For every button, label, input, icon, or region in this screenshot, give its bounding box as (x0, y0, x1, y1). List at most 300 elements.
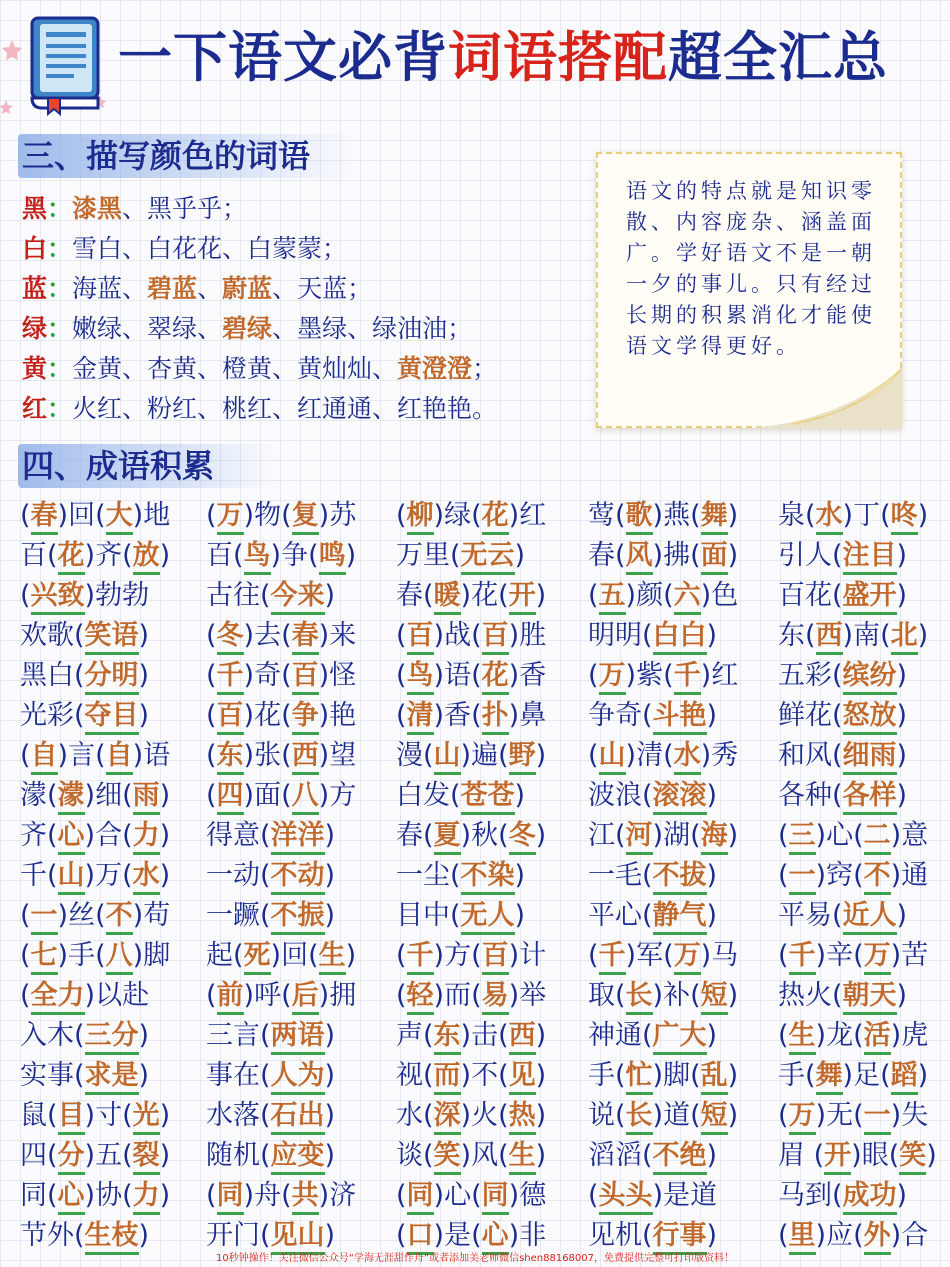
idiom-answer: 笑 (434, 1140, 461, 1175)
paren-close: ) (535, 740, 547, 771)
paren-open: ( (206, 660, 217, 691)
idiom-answer: 短 (701, 1100, 728, 1135)
idiom-text: 万 (95, 860, 123, 891)
idiom-text: 花 (471, 580, 499, 611)
idiom-text: 平易 (778, 900, 832, 931)
idiom-item (778, 1176, 907, 1216)
idiom-answer: 蹈 (891, 1060, 918, 1095)
idiom-answer: 百 (292, 660, 319, 695)
idiom-answer: 热 (509, 1100, 536, 1135)
idiom-item (778, 776, 907, 816)
idiom-text: 秀 (711, 740, 739, 771)
idiom-answer: 万 (674, 940, 701, 975)
idiom-text: 光彩 (20, 700, 74, 731)
paren-close: ) (159, 780, 171, 811)
color-label: 黑 (22, 194, 48, 223)
paren-open: ( (122, 1100, 133, 1131)
idiom-item (778, 496, 928, 536)
idiom-item (778, 1136, 937, 1176)
idiom-text: 百花 (778, 580, 832, 611)
paren-open: ( (122, 820, 133, 851)
paren-close: ) (138, 700, 150, 731)
idiom-item (20, 816, 170, 856)
color-word-highlight: 漆黑 (72, 194, 123, 223)
paren-open: ( (642, 1140, 653, 1171)
paren-close: ) (890, 860, 902, 891)
idiom-answer: 怒放 (843, 700, 897, 735)
idiom-item (588, 1176, 717, 1216)
idiom-answer: 短 (701, 980, 728, 1015)
idiom-answer: 口 (407, 1220, 434, 1255)
idiom-answer: 鸟 (407, 660, 434, 695)
paren-open: ( (20, 980, 31, 1011)
idiom-text: 热火 (778, 980, 832, 1011)
idiom-answer: 见 (509, 1060, 536, 1095)
paren-close: ) (535, 1140, 547, 1171)
paren-open: ( (206, 780, 217, 811)
idiom-item (20, 1056, 149, 1096)
idiom-item (396, 856, 525, 896)
paren-close: ) (508, 980, 520, 1011)
section-heading-idioms (18, 444, 278, 488)
idiom-text: 滔滔 (588, 1140, 642, 1171)
idiom-item (20, 736, 170, 776)
paren-close: ) (896, 700, 908, 731)
idiom-item (206, 1096, 335, 1136)
idiom-answer: 千 (789, 940, 816, 975)
paren-open: ( (471, 1220, 482, 1251)
idiom-text: 手 (778, 1060, 805, 1091)
idiom-answer: 东 (217, 740, 244, 775)
paren-close: ) (460, 820, 472, 851)
idiom-answer: 自 (31, 740, 58, 775)
paren-close: ) (318, 700, 330, 731)
paren-close: ) (652, 980, 664, 1011)
idiom-answer: 一 (864, 1100, 891, 1135)
book-icon (22, 14, 104, 116)
paren-close: ) (324, 1220, 336, 1251)
idiom-text: 手 (588, 1060, 615, 1091)
paren-open: ( (690, 1060, 701, 1091)
paren-close: ) (159, 1100, 171, 1131)
paren-close: ) (159, 820, 171, 851)
paren-close: ) (132, 940, 144, 971)
paren-open: ( (206, 980, 217, 1011)
paren-open: ( (423, 580, 434, 611)
paren-open: ( (853, 940, 864, 971)
paren-open: ( (47, 780, 58, 811)
idiom-item (778, 1096, 928, 1136)
section-heading-idioms-text: 四、成语积累 (22, 447, 215, 485)
idiom-item (588, 1016, 717, 1056)
color-line (22, 229, 347, 269)
idiom-answer: 鸣 (319, 540, 346, 575)
paren-close: ) (896, 900, 908, 931)
paren-close: ) (433, 940, 445, 971)
idiom-text: 得意 (206, 820, 260, 851)
paren-open: ( (281, 780, 292, 811)
paren-open: ( (588, 660, 599, 691)
idiom-text: 说 (588, 1100, 615, 1131)
paren-open: ( (471, 500, 482, 531)
paren-open: ( (423, 1140, 434, 1171)
idiom-text: 齐 (95, 540, 123, 571)
paren-open: ( (778, 820, 789, 851)
paren-close: ) (243, 740, 255, 771)
paren-open: ( (498, 1020, 509, 1051)
paren-open: ( (813, 1140, 825, 1171)
idiom-answer: 头头 (599, 1180, 653, 1215)
idiom-text: 平心 (588, 900, 642, 931)
idiom-text: 寸 (95, 1100, 123, 1131)
paren-close: ) (514, 860, 526, 891)
idiom-answer: 山 (434, 740, 461, 775)
idiom-text: 起 (206, 940, 233, 971)
paren-open: ( (498, 1100, 509, 1131)
idiom-item (588, 736, 738, 776)
paren-open: ( (778, 1220, 789, 1251)
paren-close: ) (842, 500, 854, 531)
paren-close: ) (57, 940, 69, 971)
paren-close: ) (890, 1020, 902, 1051)
paren-close: ) (324, 1100, 336, 1131)
paren-open: ( (615, 1060, 626, 1091)
idiom-answer: 行事 (653, 1220, 707, 1255)
idiom-item (778, 696, 907, 736)
paren-close: ) (706, 780, 718, 811)
paren-open: ( (853, 1020, 864, 1051)
color-word-text: 金黄、杏黄、橙黄、黄灿灿、 (72, 354, 398, 383)
color-label: 绿 (22, 314, 48, 343)
paren-open: ( (95, 940, 106, 971)
idiom-answer: 冬 (217, 620, 244, 655)
paren-close: ) (132, 900, 144, 931)
idiom-answer: 万 (789, 1100, 816, 1135)
tip-note (596, 152, 902, 428)
paren-close: ) (842, 1060, 854, 1091)
idiom-item (778, 616, 928, 656)
idiom-answer: 西 (509, 1020, 536, 1055)
idiom-text: 争奇 (588, 700, 642, 731)
idiom-answer: 洋洋 (271, 820, 325, 855)
idiom-text: 百 (206, 540, 233, 571)
idiom-text: 实事 (20, 1060, 74, 1091)
idiom-text: 地 (143, 500, 171, 531)
paren-open: ( (47, 540, 58, 571)
paren-close: ) (243, 1180, 255, 1211)
paren-open: ( (471, 980, 482, 1011)
idiom-text: 细 (95, 780, 123, 811)
paren-open: ( (20, 500, 31, 531)
idiom-answer: 二 (864, 820, 891, 855)
idiom-item (206, 976, 356, 1016)
idiom-text: 合 (901, 1220, 929, 1251)
idiom-item (396, 1056, 546, 1096)
paren-open: ( (642, 900, 653, 931)
idiom-item (206, 896, 335, 936)
idiom-text: 苦 (901, 940, 929, 971)
paren-close: ) (433, 1180, 445, 1211)
idiom-item (588, 536, 738, 576)
idiom-answer: 万 (217, 500, 244, 535)
idiom-item (20, 1016, 149, 1056)
paren-close: ) (842, 620, 854, 651)
paren-open: ( (498, 1060, 509, 1091)
idiom-item (396, 1216, 546, 1256)
idiom-answer: 分 (58, 1140, 85, 1175)
idiom-answer: 广大 (653, 1020, 707, 1055)
idiom-item (206, 1136, 335, 1176)
paren-open: ( (615, 500, 626, 531)
paren-close: ) (917, 500, 929, 531)
idiom-answer: 一 (31, 900, 58, 935)
paren-close: ) (138, 1220, 150, 1251)
color-word-text: 、天蓝； (272, 274, 373, 303)
paren-close: ) (318, 500, 330, 531)
paren-close: ) (159, 540, 171, 571)
paren-open: ( (498, 820, 509, 851)
color-label: 黄 (22, 354, 48, 383)
idiom-item (396, 1016, 546, 1056)
idiom-text: 应 (826, 1220, 854, 1251)
paren-close: ) (652, 1060, 664, 1091)
idiom-answer: 大 (106, 500, 133, 535)
idiom-text: 非 (519, 1220, 547, 1251)
idiom-answer: 不振 (271, 900, 325, 935)
paren-close: ) (625, 660, 637, 691)
idiom-text: 足 (853, 1060, 881, 1091)
idiom-answer: 心 (482, 1220, 509, 1255)
idiom-answer: 不 (864, 860, 891, 895)
paren-open: ( (690, 500, 701, 531)
idiom-text: 鼠 (20, 1100, 47, 1131)
idiom-answer: 求是 (85, 1060, 139, 1095)
idiom-answer: 近人 (843, 900, 897, 935)
paren-close: ) (57, 740, 69, 771)
idiom-text: 秋 (471, 820, 499, 851)
idiom-item (396, 776, 525, 816)
idiom-text: 香 (519, 660, 547, 691)
paren-open: ( (805, 620, 816, 651)
idiom-answer: 同 (482, 1180, 509, 1215)
paren-close: ) (324, 1020, 336, 1051)
idiom-item (778, 1056, 928, 1096)
paren-close: ) (706, 700, 718, 731)
paren-close: ) (270, 940, 282, 971)
idiom-answer: 花 (482, 500, 509, 535)
paren-open: ( (690, 1100, 701, 1131)
idiom-text: 胜 (519, 620, 547, 651)
idiom-item (396, 536, 525, 576)
idiom-item (206, 696, 356, 736)
idiom-answer: 而 (434, 1060, 461, 1095)
idiom-item (20, 1176, 170, 1216)
paren-close: ) (815, 1220, 827, 1251)
idiom-item (206, 1016, 335, 1056)
paren-open: ( (888, 1140, 900, 1171)
idiom-text: 开门 (206, 1220, 260, 1251)
idiom-item (396, 1096, 546, 1136)
idiom-answer: 百 (482, 620, 509, 655)
idiom-text: 齐 (20, 820, 47, 851)
title-part1: 一下语文必背 (118, 26, 448, 89)
idiom-answer: 舞 (816, 1060, 843, 1095)
color-line (22, 349, 497, 389)
idiom-item (206, 536, 356, 576)
idiom-answer: 乱 (701, 1060, 728, 1095)
idiom-text: 香 (444, 700, 472, 731)
paren-close: ) (706, 1020, 718, 1051)
paren-open: ( (471, 940, 482, 971)
idiom-answer: 水 (816, 500, 843, 535)
paren-open: ( (450, 780, 461, 811)
idiom-answer: 百 (407, 620, 434, 655)
idiom-answer: 石出 (271, 1100, 325, 1135)
idiom-text: 眉 (778, 1140, 814, 1171)
paren-close: ) (324, 820, 336, 851)
paren-close: ) (318, 980, 330, 1011)
color-colon: ： (47, 394, 73, 423)
paren-open: ( (308, 540, 319, 571)
paren-close: ) (138, 620, 150, 651)
color-colon: ： (47, 354, 73, 383)
idiom-item (778, 896, 907, 936)
paren-open: ( (281, 1180, 292, 1211)
idiom-answer: 万 (864, 940, 891, 975)
paren-open: ( (423, 820, 434, 851)
idiom-answer: 光 (133, 1100, 160, 1135)
paren-open: ( (396, 700, 407, 731)
paren-open: ( (233, 940, 244, 971)
idiom-answer: 兴致 (31, 580, 85, 615)
paren-open: ( (832, 700, 843, 731)
paren-close: ) (815, 1020, 827, 1051)
paren-close: ) (625, 580, 637, 611)
idiom-item (20, 1136, 170, 1176)
paren-open: ( (471, 620, 482, 651)
idiom-answer: 风 (626, 540, 653, 575)
idiom-answer: 开 (509, 580, 536, 615)
paren-open: ( (74, 700, 85, 731)
paren-close: ) (508, 660, 520, 691)
paren-open: ( (642, 780, 653, 811)
paren-open: ( (74, 660, 85, 691)
paren-close: ) (652, 1100, 664, 1131)
idiom-item (206, 616, 356, 656)
idiom-answer: 放 (133, 540, 160, 575)
idiom-item (396, 616, 546, 656)
idiom-text: 艳 (329, 700, 357, 731)
paren-close: ) (652, 540, 664, 571)
idiom-answer: 全力 (31, 980, 85, 1015)
idiom-answer: 分明 (85, 660, 139, 695)
idiom-item (778, 856, 928, 896)
idiom-answer: 水 (674, 740, 701, 775)
idiom-text: 脚 (143, 940, 171, 971)
paren-open: ( (853, 860, 864, 891)
paren-open: ( (853, 1220, 864, 1251)
idiom-answer: 长 (626, 1100, 653, 1135)
color-word-text: ； (472, 354, 498, 383)
paren-close: ) (706, 620, 718, 651)
idiom-text: 取 (588, 980, 615, 1011)
idiom-text: 苟 (143, 900, 171, 931)
paren-open: ( (423, 740, 434, 771)
idiom-item (206, 1176, 356, 1216)
paren-open: ( (281, 620, 292, 651)
paren-open: ( (95, 740, 106, 771)
idiom-text: 和风 (778, 740, 832, 771)
idiom-answer: 百 (482, 940, 509, 975)
paren-close: ) (270, 540, 282, 571)
idiom-answer: 无人 (461, 900, 515, 935)
paren-open: ( (308, 940, 319, 971)
paren-open: ( (588, 1180, 599, 1211)
idiom-text: 春 (588, 540, 615, 571)
paren-open: ( (423, 1100, 434, 1131)
idiom-answer: 共 (292, 1180, 319, 1215)
idiom-answer: 活 (864, 1020, 891, 1055)
paren-open: ( (20, 940, 31, 971)
paren-open: ( (642, 1020, 653, 1051)
paren-close: ) (706, 1220, 718, 1251)
idiom-text: 引人 (778, 540, 832, 571)
paren-close: ) (243, 780, 255, 811)
idiom-answer: 面 (701, 540, 728, 575)
idiom-text: 泉 (778, 500, 805, 531)
idiom-item (396, 656, 546, 696)
paren-close: ) (243, 620, 255, 651)
paren-open: ( (20, 900, 31, 931)
color-label: 红 (22, 394, 48, 423)
paren-open: ( (690, 980, 701, 1011)
paren-close: ) (727, 1100, 739, 1131)
paren-open: ( (498, 580, 509, 611)
idiom-answer: 千 (599, 940, 626, 975)
idiom-answer: 七 (31, 940, 58, 975)
idiom-text: 明明 (588, 620, 642, 651)
idiom-answer: 复 (292, 500, 319, 535)
paren-close: ) (324, 580, 336, 611)
idiom-answer: 柳 (407, 500, 434, 535)
idiom-item (588, 656, 738, 696)
paren-open: ( (122, 1140, 133, 1171)
idiom-answer: 外 (864, 1220, 891, 1255)
paren-close: ) (84, 1100, 96, 1131)
paren-close: ) (727, 540, 739, 571)
paren-close: ) (324, 860, 336, 891)
section-heading-colors-text: 三、描写颜色的词语 (22, 137, 311, 175)
idiom-item (206, 736, 356, 776)
paren-open: ( (880, 1060, 891, 1091)
paren-open: ( (260, 1020, 271, 1051)
idiom-item (396, 936, 546, 976)
idiom-answer: 八 (292, 780, 319, 815)
color-line (22, 389, 497, 429)
paren-close: ) (727, 820, 739, 851)
paren-close: ) (508, 1180, 520, 1211)
idiom-item (588, 616, 717, 656)
paren-open: ( (778, 860, 789, 891)
paren-close: ) (138, 1060, 150, 1091)
color-label: 白 (22, 234, 48, 263)
paren-open: ( (396, 940, 407, 971)
paren-close: ) (324, 1060, 336, 1091)
idiom-text: 言 (68, 740, 96, 771)
idiom-text: 湖 (663, 820, 691, 851)
paren-close: ) (159, 1140, 171, 1171)
paren-open: ( (450, 540, 461, 571)
